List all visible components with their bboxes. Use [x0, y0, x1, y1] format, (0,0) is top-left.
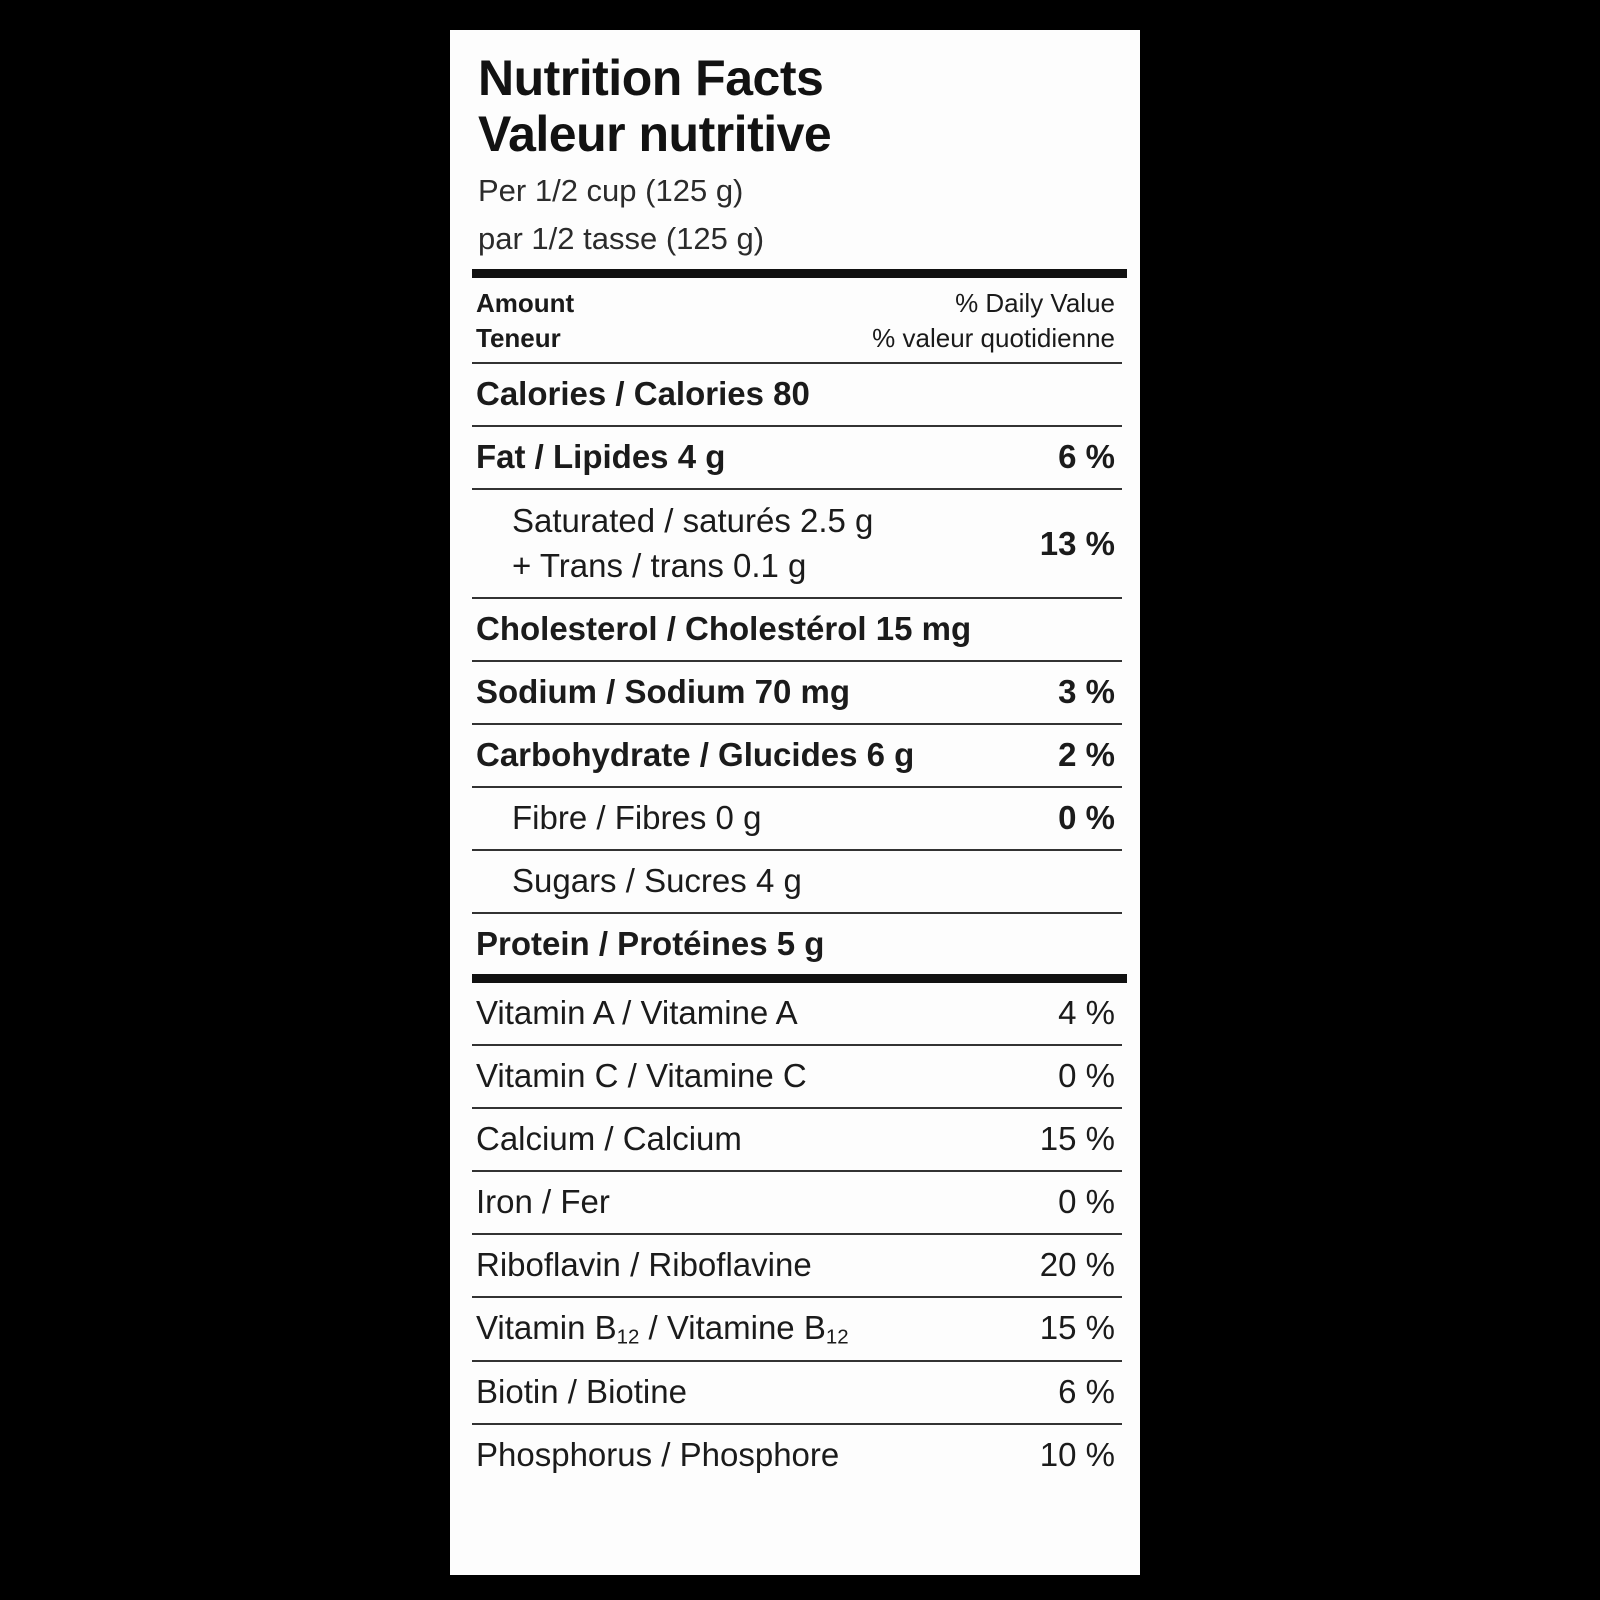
divider-thick-vitamins — [472, 974, 1127, 983]
vitamin-name-vitamin-b12: Vitamin $B_{12}$ / Vitamine $B_{12}$ — [476, 1308, 849, 1349]
vitamin-row-vitamin-b12 — [468, 1298, 1123, 1360]
vitamin-row-iron — [468, 1172, 1123, 1233]
vitamin-row-calcium — [468, 1109, 1123, 1170]
page-title-english: Nutrition Facts — [478, 50, 824, 106]
amount-label-french: Teneur — [476, 323, 561, 354]
nutrient-row-carbohydrate — [468, 725, 1123, 786]
vitamin-dv-calcium: 15 % — [1039, 1120, 1115, 1158]
nutrient-name-protein: Protein / Protéines 5 g — [476, 924, 825, 962]
amount-label-english: Amount — [476, 288, 575, 318]
vitamin-name-vitamin-c: Vitamin C / Vitamine C — [476, 1057, 807, 1095]
vitamin-name-calcium: Calcium / Calcium — [476, 1120, 742, 1158]
nutrient-name-carbohydrate: Carbohydrate / Glucides 6 g — [476, 735, 915, 773]
column-headers — [468, 278, 1123, 362]
vitamin-row-vitamin-c — [468, 1046, 1123, 1107]
nutrient-name-sodium: Sodium / Sodium 70 mg — [476, 672, 851, 710]
page-title-french: Valeur nutritive — [478, 105, 832, 162]
nutrient-row-sodium — [468, 662, 1123, 723]
vitamin-row-riboflavin — [468, 1235, 1123, 1296]
nutrition-facts-panel — [450, 30, 1140, 1575]
nutrient-name-fibre: Fibre / Fibres 0 g — [512, 798, 762, 836]
vitamin-name-riboflavin: Riboflavin / Riboflavine — [476, 1245, 812, 1283]
vitamin-dv-phosphorus: 10 % — [1039, 1435, 1115, 1473]
nutrient-name-sugars: Sugars / Sucres 4 g — [512, 861, 802, 899]
nutrient-name-cholesterol: Cholesterol / Cholestérol 15 mg — [476, 610, 972, 648]
nutrient-dv-fibre: 0 % — [1058, 798, 1115, 836]
nutrient-row-saturated-trans — [468, 490, 1123, 597]
serving-size-french: par 1/2 tasse (125 g) — [478, 221, 765, 257]
nutrient-dv-saturated-trans: 13 % — [1039, 524, 1115, 562]
nutrient-dv-fat: 6 % — [1058, 438, 1115, 476]
vitamin-dv-biotin: 6 % — [1058, 1372, 1115, 1410]
nutrient-name-calories: Calories / Calories 80 — [476, 375, 810, 413]
nutrient-dv-sodium: 3 % — [1058, 672, 1115, 710]
nutrient-name-trans: + Trans / trans 0.1 g — [512, 546, 807, 584]
nutrient-row-fibre — [468, 788, 1123, 849]
vitamin-row-phosphorus — [468, 1425, 1123, 1486]
vitamin-row-biotin — [468, 1362, 1123, 1423]
vitamin-name-iron: Iron / Fer — [476, 1183, 610, 1221]
vitamin-dv-vitamin-c: 0 % — [1058, 1057, 1115, 1095]
vitamin-name-phosphorus: Phosphorus / Phosphore — [476, 1435, 840, 1473]
divider-thick-top — [472, 269, 1127, 278]
vitamin-dv-iron: 0 % — [1058, 1183, 1115, 1221]
nutrient-row-fat — [468, 427, 1123, 488]
daily-value-label-french: % valeur quotidienne — [872, 323, 1115, 354]
nutrient-dv-carbohydrate: 2 % — [1058, 735, 1115, 773]
nutrient-row-calories — [468, 364, 1123, 425]
nutrient-row-protein — [468, 914, 1123, 975]
nutrient-name-saturated: Saturated / saturés 2.5 g — [512, 501, 874, 539]
vitamin-name-vitamin-a: Vitamin A / Vitamine A — [476, 994, 798, 1032]
vitamin-dv-vitamin-a: 4 % — [1058, 994, 1115, 1032]
nutrient-row-cholesterol — [468, 599, 1123, 660]
daily-value-label-english: % Daily Value — [955, 288, 1115, 318]
nutrient-name-fat: Fat / Lipides 4 g — [476, 438, 726, 476]
vitamin-dv-riboflavin: 20 % — [1039, 1245, 1115, 1283]
vitamin-name-biotin: Biotin / Biotine — [476, 1372, 687, 1410]
nutrient-row-sugars — [468, 851, 1123, 912]
serving-size-english: Per 1/2 cup (125 g) — [478, 172, 744, 208]
vitamin-dv-vitamin-b12: 15 % — [1039, 1308, 1115, 1346]
vitamin-row-vitamin-a — [468, 983, 1123, 1044]
